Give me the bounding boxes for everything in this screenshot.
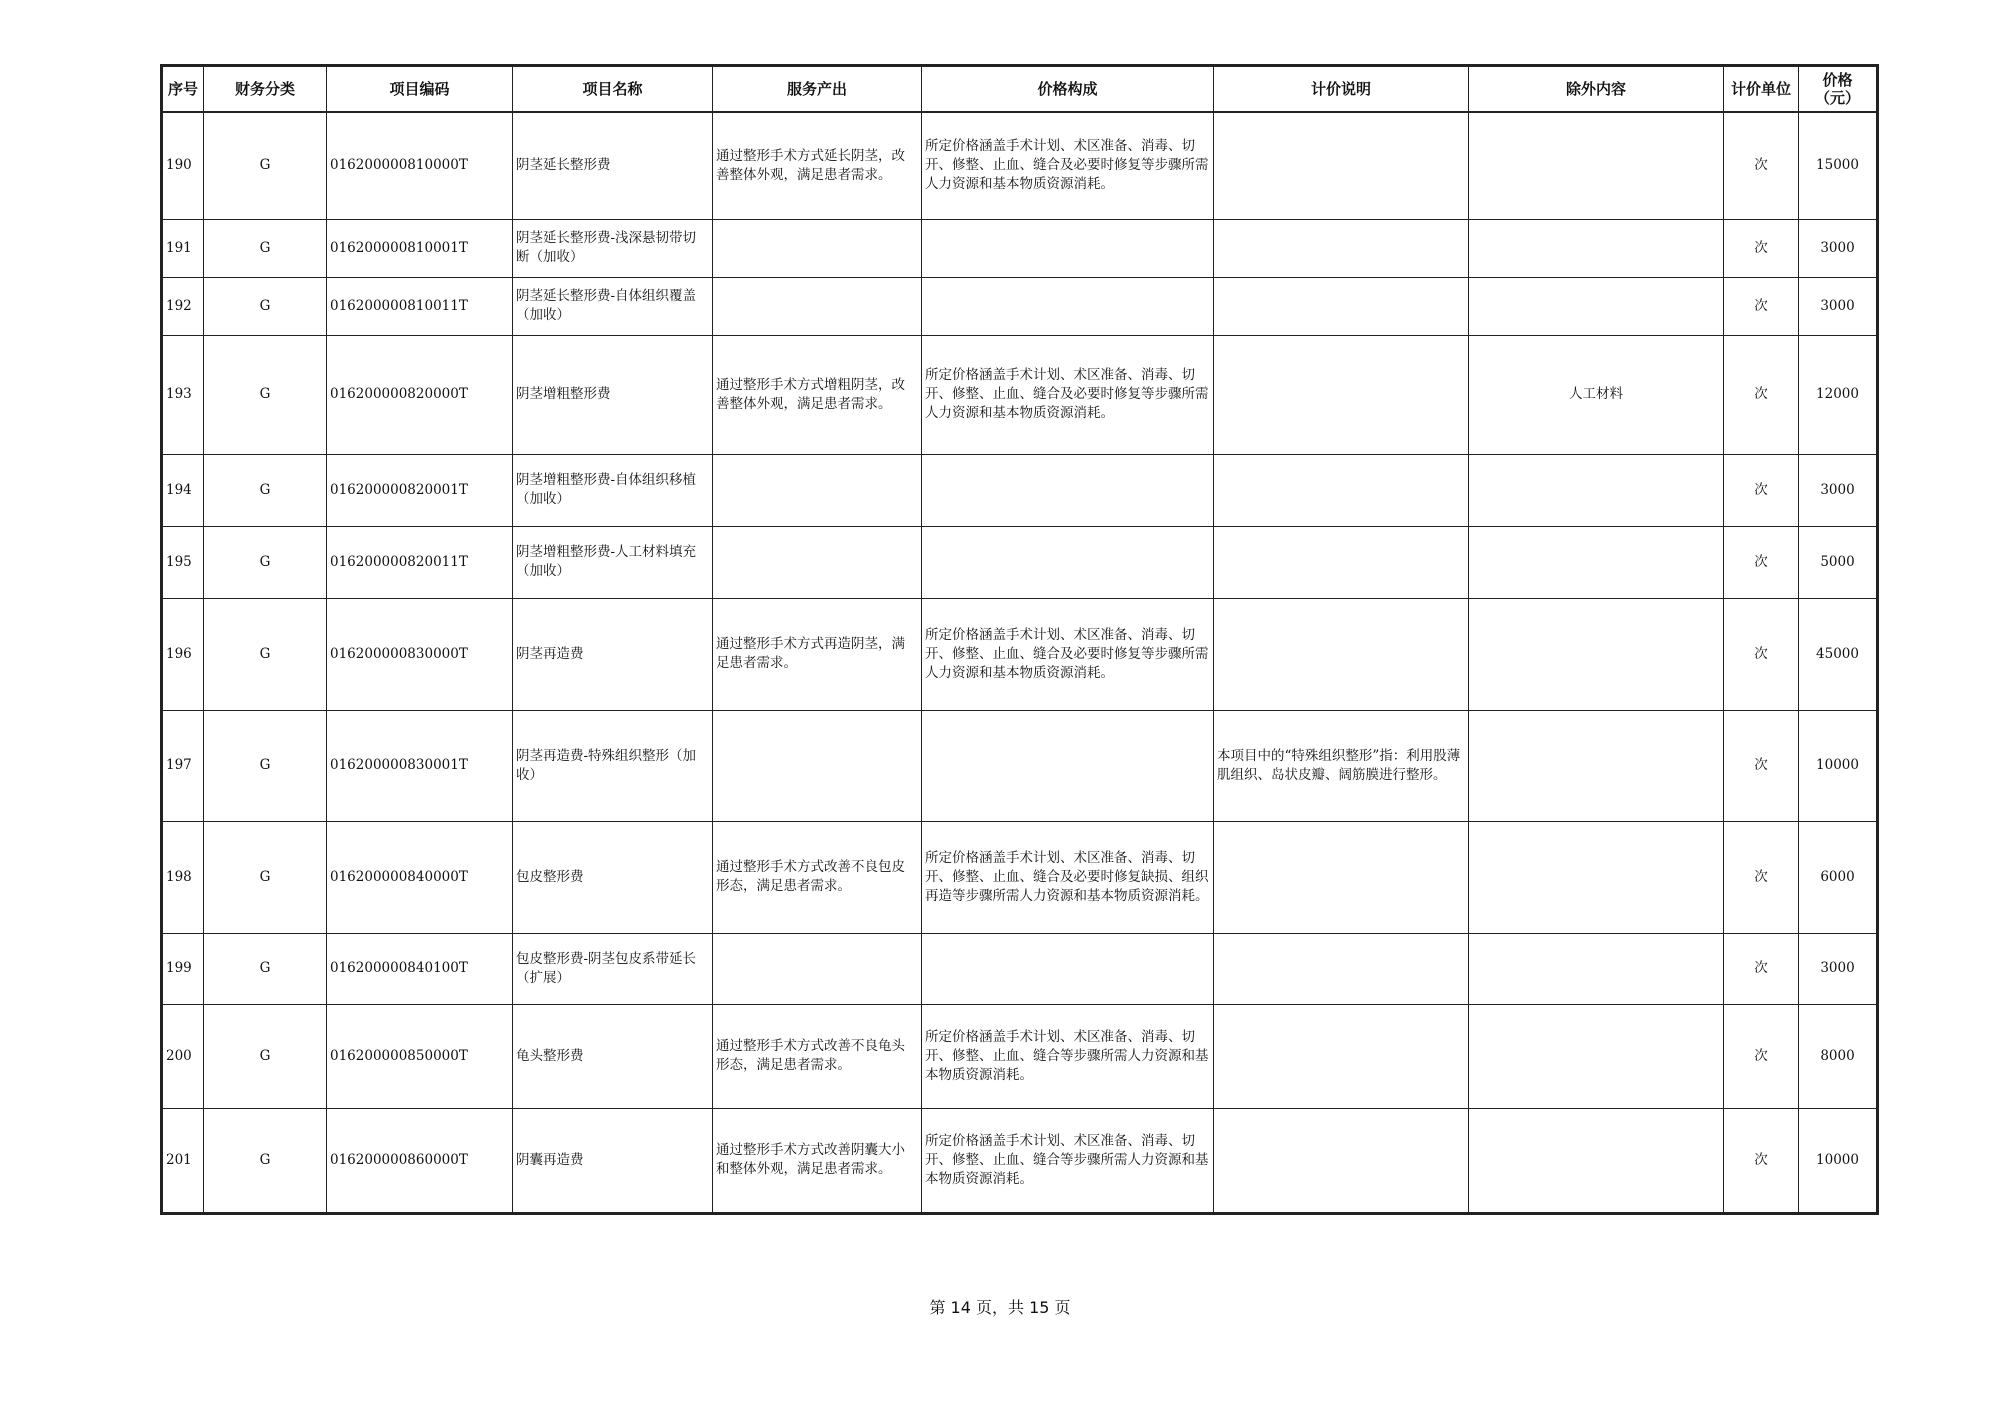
- cell-no: 195: [163, 526, 204, 598]
- cell-name: 阴囊再造费: [513, 1108, 713, 1212]
- cell-price: 15000: [1799, 112, 1877, 219]
- cell-name: 阴茎增粗整形费-人工材料填充（加收）: [513, 526, 713, 598]
- cell-code: 016200000860000T: [327, 1108, 513, 1212]
- cell-note: [1214, 598, 1469, 710]
- cell-name: 龟头整形费: [513, 1004, 713, 1108]
- cell-no: 192: [163, 277, 204, 335]
- cell-category: G: [204, 335, 327, 454]
- cell-name: 阴茎延长整形费-自体组织覆盖（加收）: [513, 277, 713, 335]
- cell-exclude: 人工材料: [1469, 335, 1724, 454]
- cell-name: 阴茎再造费-特殊组织整形（加收）: [513, 710, 713, 821]
- cell-category: G: [204, 112, 327, 219]
- col-header-unit: 计价单位: [1724, 67, 1799, 113]
- cell-exclude: [1469, 112, 1724, 219]
- cell-no: 194: [163, 454, 204, 526]
- cell-exclude: [1469, 526, 1724, 598]
- cell-no: 198: [163, 821, 204, 933]
- cell-output: [713, 710, 922, 821]
- cell-price: 3000: [1799, 219, 1877, 277]
- cell-code: 016200000850000T: [327, 1004, 513, 1108]
- col-header-note: 计价说明: [1214, 67, 1469, 113]
- cell-price: 10000: [1799, 710, 1877, 821]
- cell-note: [1214, 277, 1469, 335]
- cell-unit: 次: [1724, 112, 1799, 219]
- cell-unit: 次: [1724, 526, 1799, 598]
- cell-note: [1214, 526, 1469, 598]
- cell-output: [713, 219, 922, 277]
- col-header-exclude: 除外内容: [1469, 67, 1724, 113]
- table-row: [163, 335, 1877, 454]
- col-header-name: 项目名称: [513, 67, 713, 113]
- cell-exclude: [1469, 598, 1724, 710]
- cell-name: 包皮整形费: [513, 821, 713, 933]
- cell-category: G: [204, 710, 327, 821]
- cell-output: [713, 933, 922, 1004]
- cell-composition: 所定价格涵盖手术计划、术区准备、消毒、切开、修整、止血、缝合等步骤所需人力资源和基本物质资源消耗。: [922, 1004, 1214, 1108]
- cell-price: 8000: [1799, 1004, 1877, 1108]
- cell-price: 45000: [1799, 598, 1877, 710]
- cell-price: 3000: [1799, 933, 1877, 1004]
- cell-no: 196: [163, 598, 204, 710]
- cell-no: 193: [163, 335, 204, 454]
- cell-category: G: [204, 1108, 327, 1212]
- cell-unit: 次: [1724, 710, 1799, 821]
- table-row: [163, 1108, 1877, 1212]
- cell-category: G: [204, 277, 327, 335]
- cell-composition: [922, 933, 1214, 1004]
- cell-code: 016200000840100T: [327, 933, 513, 1004]
- cell-unit: 次: [1724, 454, 1799, 526]
- cell-composition: 所定价格涵盖手术计划、术区准备、消毒、切开、修整、止血、缝合及必要时修复等步骤所需人力资源和基本物质资源消耗。: [922, 335, 1214, 454]
- col-header-price: 价格 （元）: [1799, 67, 1877, 113]
- cell-output: [713, 277, 922, 335]
- cell-price: 3000: [1799, 277, 1877, 335]
- table-row: [163, 821, 1877, 933]
- cell-exclude: [1469, 454, 1724, 526]
- table-row: [163, 277, 1877, 335]
- page-number: 第 14 页，共 15 页: [929, 1298, 1071, 1317]
- cell-code: 016200000830001T: [327, 710, 513, 821]
- cell-output: 通过整形手术方式改善不良包皮形态，满足患者需求。: [713, 821, 922, 933]
- cell-exclude: [1469, 933, 1724, 1004]
- cell-exclude: [1469, 1108, 1724, 1212]
- cell-category: G: [204, 598, 327, 710]
- cell-price: 6000: [1799, 821, 1877, 933]
- cell-name: 阴茎再造费: [513, 598, 713, 710]
- cell-composition: [922, 277, 1214, 335]
- cell-unit: 次: [1724, 277, 1799, 335]
- cell-note: 本项目中的“特殊组织整形”指：利用股薄肌组织、岛状皮瓣、阔筋膜进行整形。: [1214, 710, 1469, 821]
- cell-category: G: [204, 1004, 327, 1108]
- table-row: [163, 526, 1877, 598]
- cell-code: 016200000820000T: [327, 335, 513, 454]
- cell-category: G: [204, 454, 327, 526]
- cell-code: 016200000810011T: [327, 277, 513, 335]
- cell-name: 阴茎延长整形费: [513, 112, 713, 219]
- cell-exclude: [1469, 219, 1724, 277]
- cell-price: 10000: [1799, 1108, 1877, 1212]
- cell-category: G: [204, 933, 327, 1004]
- cell-code: 016200000820011T: [327, 526, 513, 598]
- table-row: [163, 933, 1877, 1004]
- cell-composition: 所定价格涵盖手术计划、术区准备、消毒、切开、修整、止血、缝合及必要时修复缺损、组织再造等步骤所需人力资源和基本物质资源消耗。: [922, 821, 1214, 933]
- cell-code: 016200000820001T: [327, 454, 513, 526]
- cell-unit: 次: [1724, 335, 1799, 454]
- cell-exclude: [1469, 821, 1724, 933]
- cell-no: 201: [163, 1108, 204, 1212]
- cell-unit: 次: [1724, 933, 1799, 1004]
- cell-no: 199: [163, 933, 204, 1004]
- cell-exclude: [1469, 277, 1724, 335]
- cell-price: 3000: [1799, 454, 1877, 526]
- cell-name: 包皮整形费-阴茎包皮系带延长（扩展）: [513, 933, 713, 1004]
- col-header-composition: 价格构成: [922, 67, 1214, 113]
- col-header-code: 项目编码: [327, 67, 513, 113]
- cell-output: [713, 454, 922, 526]
- cell-code: 016200000840000T: [327, 821, 513, 933]
- cell-no: 190: [163, 112, 204, 219]
- cell-price: 5000: [1799, 526, 1877, 598]
- table-row: [163, 219, 1877, 277]
- cell-composition: [922, 710, 1214, 821]
- cell-note: [1214, 454, 1469, 526]
- col-header-no: 序号: [163, 67, 204, 113]
- cell-price: 12000: [1799, 335, 1877, 454]
- cell-code: 016200000830000T: [327, 598, 513, 710]
- cell-composition: 所定价格涵盖手术计划、术区准备、消毒、切开、修整、止血、缝合及必要时修复等步骤所需人力资源和基本物质资源消耗。: [922, 598, 1214, 710]
- cell-code: 016200000810000T: [327, 112, 513, 219]
- cell-output: 通过整形手术方式改善阴囊大小和整体外观，满足患者需求。: [713, 1108, 922, 1212]
- table-row: [163, 1004, 1877, 1108]
- cell-note: [1214, 933, 1469, 1004]
- cell-output: 通过整形手术方式增粗阴茎，改善整体外观，满足患者需求。: [713, 335, 922, 454]
- cell-no: 191: [163, 219, 204, 277]
- cell-exclude: [1469, 710, 1724, 821]
- cell-category: G: [204, 219, 327, 277]
- cell-composition: [922, 219, 1214, 277]
- table-row: [163, 112, 1877, 219]
- cell-output: [713, 526, 922, 598]
- col-header-category: 财务分类: [204, 67, 327, 113]
- cell-unit: 次: [1724, 598, 1799, 710]
- cell-note: [1214, 219, 1469, 277]
- cell-category: G: [204, 821, 327, 933]
- table-row: [163, 454, 1877, 526]
- cell-composition: 所定价格涵盖手术计划、术区准备、消毒、切开、修整、止血、缝合及必要时修复等步骤所需人力资源和基本物质资源消耗。: [922, 112, 1214, 219]
- table-row: [163, 710, 1877, 821]
- cell-note: [1214, 1108, 1469, 1212]
- cell-code: 016200000810001T: [327, 219, 513, 277]
- cell-note: [1214, 1004, 1469, 1108]
- cell-name: 阴茎增粗整形费-自体组织移植（加收）: [513, 454, 713, 526]
- cell-unit: 次: [1724, 821, 1799, 933]
- cell-note: [1214, 112, 1469, 219]
- cell-no: 197: [163, 710, 204, 821]
- price-table: [162, 66, 1877, 1213]
- cell-unit: 次: [1724, 219, 1799, 277]
- cell-output: 通过整形手术方式延长阴茎，改善整体外观，满足患者需求。: [713, 112, 922, 219]
- cell-exclude: [1469, 1004, 1724, 1108]
- cell-composition: 所定价格涵盖手术计划、术区准备、消毒、切开、修整、止血、缝合等步骤所需人力资源和基本物质资源消耗。: [922, 1108, 1214, 1212]
- cell-no: 200: [163, 1004, 204, 1108]
- col-header-output: 服务产出: [713, 67, 922, 113]
- cell-output: 通过整形手术方式再造阴茎，满足患者需求。: [713, 598, 922, 710]
- header-row: [163, 67, 1877, 113]
- cell-unit: 次: [1724, 1108, 1799, 1212]
- cell-composition: [922, 454, 1214, 526]
- cell-category: G: [204, 526, 327, 598]
- cell-output: 通过整形手术方式改善不良龟头形态，满足患者需求。: [713, 1004, 922, 1108]
- cell-unit: 次: [1724, 1004, 1799, 1108]
- table-row: [163, 598, 1877, 710]
- cell-composition: [922, 526, 1214, 598]
- cell-name: 阴茎延长整形费-浅深悬韧带切断（加收）: [513, 219, 713, 277]
- cell-note: [1214, 821, 1469, 933]
- cell-name: 阴茎增粗整形费: [513, 335, 713, 454]
- cell-note: [1214, 335, 1469, 454]
